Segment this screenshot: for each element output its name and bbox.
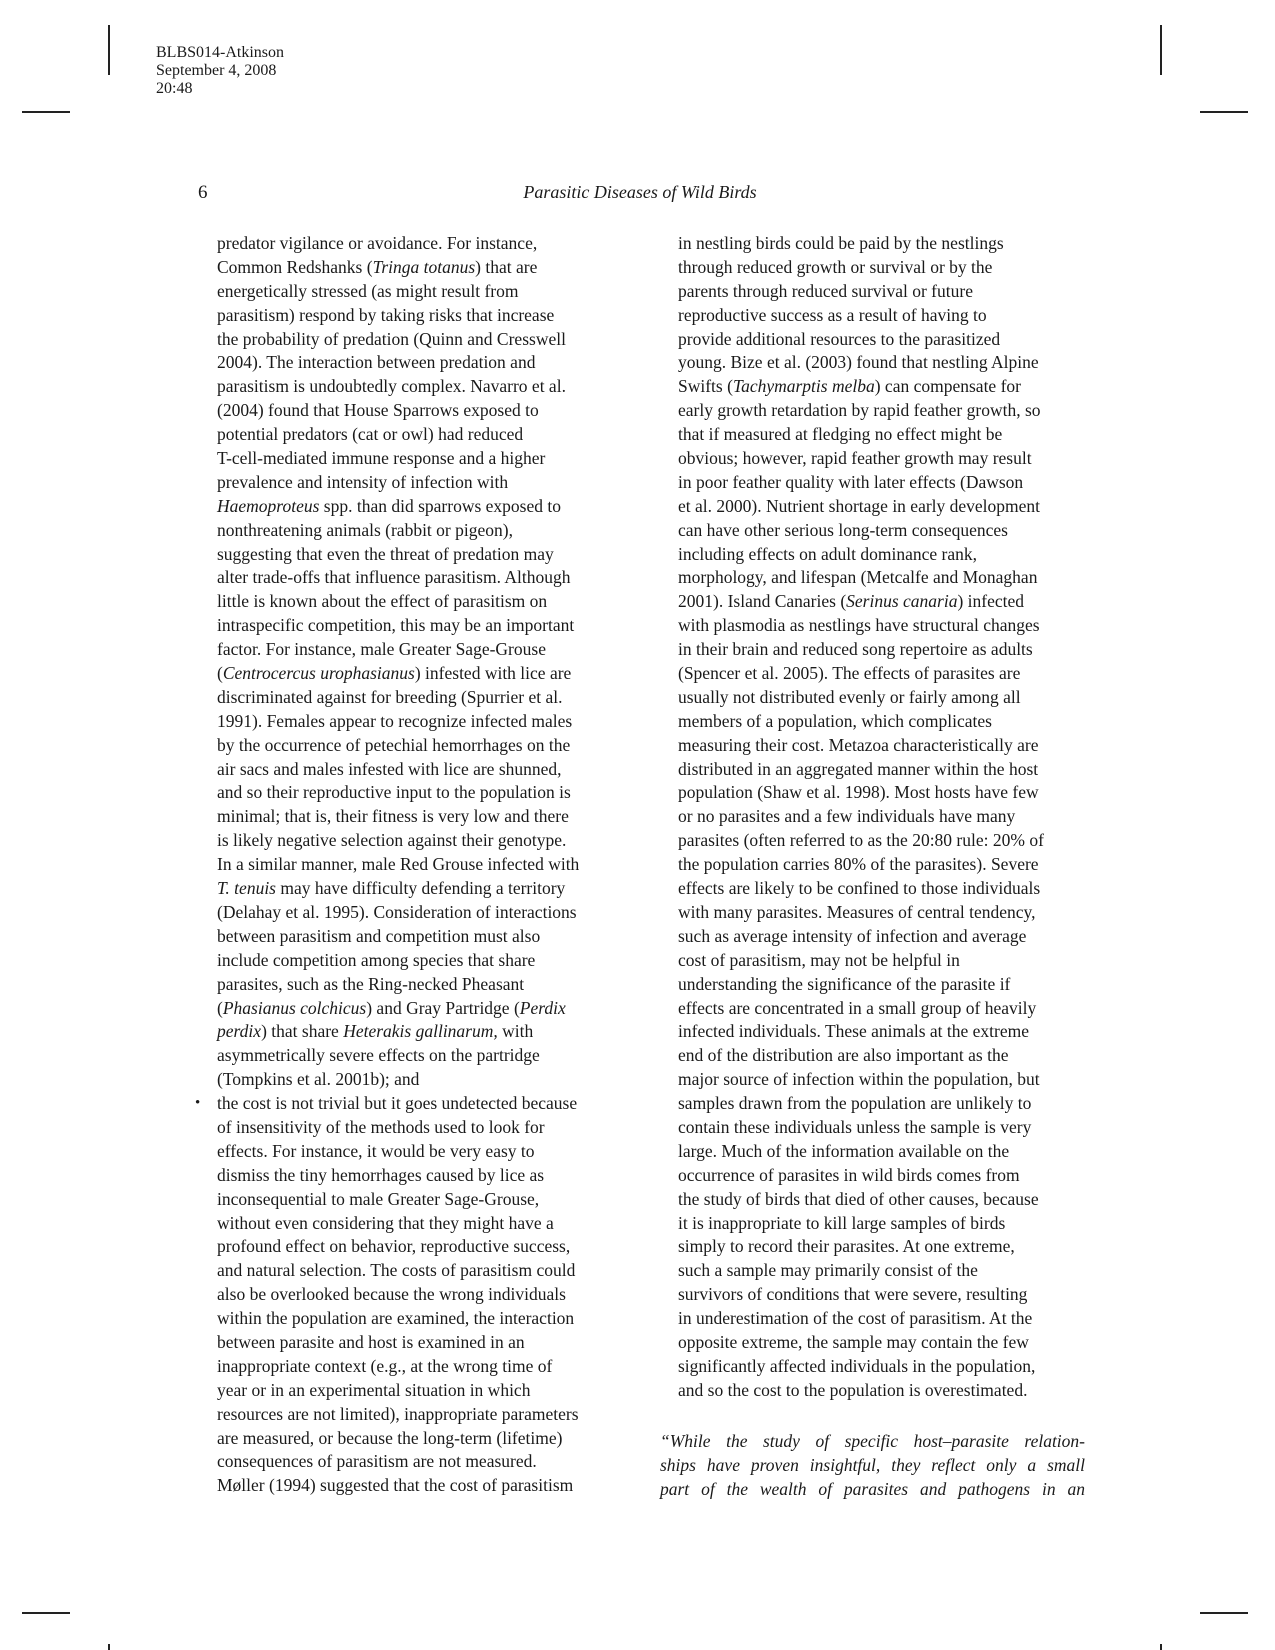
right-column-line: parasites (often referred to as the 20:80 rule: 20% of xyxy=(678,830,1044,851)
right-column-line: (Spencer et al. 2005). The effects of parasites are xyxy=(678,663,1021,684)
left-column-line: profound effect on behavior, reproductive success, xyxy=(217,1236,571,1257)
right-column-line: in their brain and reduced song repertoire as adults xyxy=(678,639,1033,660)
right-column-line: measuring their cost. Metazoa characteristically are xyxy=(678,734,1039,755)
left-column-line: T-cell-mediated immune response and a higher xyxy=(217,448,546,469)
left-column-line: Haemoproteus spp. than did sparrows exposed to xyxy=(217,495,561,516)
left-column-line: In a similar manner, male Red Grouse infected with xyxy=(217,854,580,875)
left-column-line: suggesting that even the threat of predation may xyxy=(217,543,554,564)
quote-line: part of the wealth of parasites and pathogens in an xyxy=(660,1478,1085,1499)
left-column-line: (2004) found that House Sparrows exposed to xyxy=(217,400,539,421)
right-column-line: through reduced growth or survival or by the xyxy=(678,256,993,277)
left-column-line: 1991). Females appear to recognize infected males xyxy=(217,710,573,731)
left-column-line: are measured, or because the long-term (lifetime) xyxy=(217,1427,563,1448)
left-column-line: parasitism is undoubtedly complex. Navarro et al. xyxy=(217,376,566,397)
crop-mark-top-right-horizontal xyxy=(1200,111,1248,113)
bullet-marker: • xyxy=(195,1095,201,1112)
print-slug xyxy=(148,26,314,98)
right-column-line: distributed in an aggregated manner within the host xyxy=(678,758,1039,779)
left-column-line: is likely negative selection against their genotype. xyxy=(217,830,567,851)
left-column-line: minimal; that is, their fitness is very low and there xyxy=(217,806,569,827)
right-column-line: opposite extreme, the sample may contain the few xyxy=(678,1331,1029,1352)
right-column-line: cost of parasitism, may not be helpful in xyxy=(678,949,960,970)
left-column-line: inconsequential to male Greater Sage-Grouse, xyxy=(217,1188,540,1209)
left-column-line: 2004). The interaction between predation and xyxy=(217,352,536,373)
left-column-line: effects. For instance, it would be very easy to xyxy=(217,1140,535,1161)
right-column-line: early growth retardation by rapid feather growth, so xyxy=(678,400,1041,421)
right-column-line: members of a population, which complicates xyxy=(678,710,992,731)
right-column-line: effects are likely to be confined to those individuals xyxy=(678,878,1041,899)
left-column-line: resources are not limited), inappropriate parameters xyxy=(217,1403,579,1424)
right-column-line: significantly affected individuals in the population, xyxy=(678,1355,1036,1376)
page-number: 6 xyxy=(198,182,208,203)
left-column-line: factor. For instance, male Greater Sage-Grouse xyxy=(217,639,546,660)
left-column-line: without even considering that they might have a xyxy=(217,1212,554,1233)
right-column-line: reproductive success as a result of having to xyxy=(678,304,987,325)
right-column-line: with plasmodia as nestlings have structural changes xyxy=(678,615,1040,636)
running-title: Parasitic Diseases of Wild Birds xyxy=(523,182,757,202)
quote-line: “While the study of specific host–parasite relation- xyxy=(660,1431,1085,1451)
right-column-line: or no parasites and a few individuals have many xyxy=(678,806,1016,827)
crop-mark-bottom-right-horizontal xyxy=(1200,1612,1248,1614)
left-column-line: and so their reproductive input to the population is xyxy=(217,782,571,803)
left-column-line: air sacs and males infested with lice are shunned, xyxy=(217,758,562,779)
left-column-line: intraspecific competition, this may be an important xyxy=(217,615,575,636)
quote-line: ships have proven insightful, they reflect only a small xyxy=(660,1454,1085,1475)
right-column-line: young. Bize et al. (2003) found that nestling Alpine xyxy=(678,352,1039,373)
right-column-line: and so the cost to the population is overestimated. xyxy=(678,1379,1028,1400)
left-column-line: Møller (1994) suggested that the cost of parasitism xyxy=(217,1475,574,1496)
left-column-line: energetically stressed (as might result from xyxy=(217,280,519,301)
left-column-line: within the population are examined, the interaction xyxy=(217,1308,575,1329)
left-column-line: predator vigilance or avoidance. For instance, xyxy=(217,233,538,253)
right-column-line: in underestimation of the cost of parasitism. At the xyxy=(678,1308,1033,1329)
right-column-line: including effects on adult dominance rank, xyxy=(678,543,978,564)
right-column-line: the population carries 80% of the parasites). Severe xyxy=(678,854,1039,875)
right-column-line: simply to record their parasites. At one extreme, xyxy=(678,1236,1015,1257)
right-column-line: effects are concentrated in a small group of heavily xyxy=(678,997,1037,1018)
crop-mark-bottom-left-horizontal xyxy=(22,1612,70,1614)
left-column-line: little is known about the effect of parasitism on xyxy=(217,591,548,612)
right-column-line: obvious; however, rapid feather growth may result xyxy=(678,448,1032,469)
slug-time: 20:48 xyxy=(156,80,193,97)
right-column-line: infected individuals. These animals at the extreme xyxy=(678,1021,1030,1042)
right-column-line: end of the distribution are also important as the xyxy=(678,1045,1009,1066)
right-column-line: understanding the significance of the parasite if xyxy=(678,973,1011,994)
right-column-line: Swifts (Tachymarptis melba) can compensate for xyxy=(678,376,1021,397)
left-column-line: also be overlooked because the wrong individuals xyxy=(217,1284,566,1305)
left-column-line: and natural selection. The costs of parasitism could xyxy=(217,1260,576,1281)
left-column-line: the probability of predation (Quinn and Cresswell xyxy=(217,328,566,349)
left-column-line: discriminated against for breeding (Spurrier et al. xyxy=(217,686,563,707)
right-column-line: parents through reduced survival or future xyxy=(678,280,973,301)
pull-quote xyxy=(660,1430,1085,1502)
right-column-line: such a sample may primarily consist of the xyxy=(678,1260,978,1281)
left-column-line: (Tompkins et al. 2001b); and xyxy=(217,1069,420,1090)
crop-mark-bottom-right-vertical xyxy=(1160,1644,1162,1650)
left-column-line: between parasite and host is examined in an xyxy=(217,1331,525,1352)
left-column-line: potential predators (cat or owl) had reduced xyxy=(217,424,524,445)
right-column-line: usually not distributed evenly or fairly among all xyxy=(678,686,1021,707)
right-column-line: survivors of conditions that were severe, resulting xyxy=(678,1284,1028,1305)
left-column-line: year or in an experimental situation in which xyxy=(217,1379,531,1400)
left-column-line: T. tenuis may have difficulty defending a territory xyxy=(217,878,566,899)
crop-mark-top-right-vertical xyxy=(1160,25,1162,75)
left-column-line: inappropriate context (e.g., at the wrong time of xyxy=(217,1355,553,1376)
left-column-line: parasitism) respond by taking risks that increase xyxy=(217,304,555,325)
right-column-line: samples drawn from the population are unlikely to xyxy=(678,1093,1032,1114)
left-column-line: parasites, such as the Ring-necked Pheasant xyxy=(217,973,525,994)
right-column-line: contain these individuals unless the sample is very xyxy=(678,1116,1032,1137)
right-column-line: it is inappropriate to kill large samples of birds xyxy=(678,1212,1006,1233)
left-column-line: between parasitism and competition must also xyxy=(217,925,541,946)
right-column-line: major source of infection within the population, but xyxy=(678,1069,1040,1090)
left-column-line: prevalence and intensity of infection with xyxy=(217,471,509,492)
right-column-line: et al. 2000). Nutrient shortage in early development xyxy=(678,495,1041,516)
right-column-line: in poor feather quality with later effects (Dawson xyxy=(678,471,1024,492)
right-column xyxy=(678,232,1090,1403)
right-column-line: with many parasites. Measures of central tendency, xyxy=(678,901,1036,922)
left-column-line: alter trade-offs that influence parasitism. Although xyxy=(217,567,571,588)
right-column-line: provide additional resources to the parasitized xyxy=(678,328,1001,349)
right-column-line: in nestling birds could be paid by the nestlings xyxy=(678,233,1004,253)
left-column-line: dismiss the tiny hemorrhages caused by lice as xyxy=(217,1164,545,1185)
left-column-line: nonthreatening animals (rabbit or pigeon), xyxy=(217,519,513,540)
slug-date: September 4, 2008 xyxy=(156,62,277,79)
left-column-line: (Delahay et al. 1995). Consideration of interactions xyxy=(217,901,577,922)
right-column-line: 2001). Island Canaries (Serinus canaria) infected xyxy=(678,591,1025,612)
left-column-line: Common Redshanks (Tringa totanus) that are xyxy=(217,256,538,277)
left-column-line: consequences of parasitism are not measured. xyxy=(217,1451,537,1472)
right-column-line: the study of birds that died of other causes, because xyxy=(678,1188,1039,1209)
right-column-line: occurrence of parasites in wild birds comes from xyxy=(678,1164,1020,1185)
left-column-line: asymmetrically severe effects on the partridge xyxy=(217,1045,540,1066)
left-column-line: include competition among species that share xyxy=(217,949,536,970)
right-column-line: population (Shaw et al. 1998). Most hosts have few xyxy=(678,782,1039,803)
right-column-line: can have other serious long-term consequences xyxy=(678,519,1008,540)
left-column-line: (Centrocercus urophasianus) infested with lice are xyxy=(217,663,572,684)
right-column-line: large. Much of the information available on the xyxy=(678,1140,1010,1161)
right-column-line: that if measured at fledging no effect might be xyxy=(678,424,1003,445)
left-column-line: perdix) that share Heterakis gallinarum, with xyxy=(217,1021,534,1042)
left-column-line: (Phasianus colchicus) and Gray Partridge (Perdix xyxy=(217,997,566,1018)
crop-mark-bottom-left-vertical xyxy=(108,1644,110,1650)
crop-mark-top-left-vertical xyxy=(108,25,110,75)
left-column-line: • the cost is not trivial but it goes undetected because xyxy=(217,1092,627,1116)
left-column xyxy=(195,232,627,1498)
right-column-line: such as average intensity of infection and average xyxy=(678,925,1027,946)
left-column-line: by the occurrence of petechial hemorrhages on the xyxy=(217,734,571,755)
right-column-line: morphology, and lifespan (Metcalfe and Monaghan xyxy=(678,567,1038,588)
slug-code: BLBS014-Atkinson xyxy=(156,44,285,61)
left-column-line: of insensitivity of the methods used to look for xyxy=(217,1116,545,1137)
crop-mark-top-left-horizontal xyxy=(22,111,70,113)
